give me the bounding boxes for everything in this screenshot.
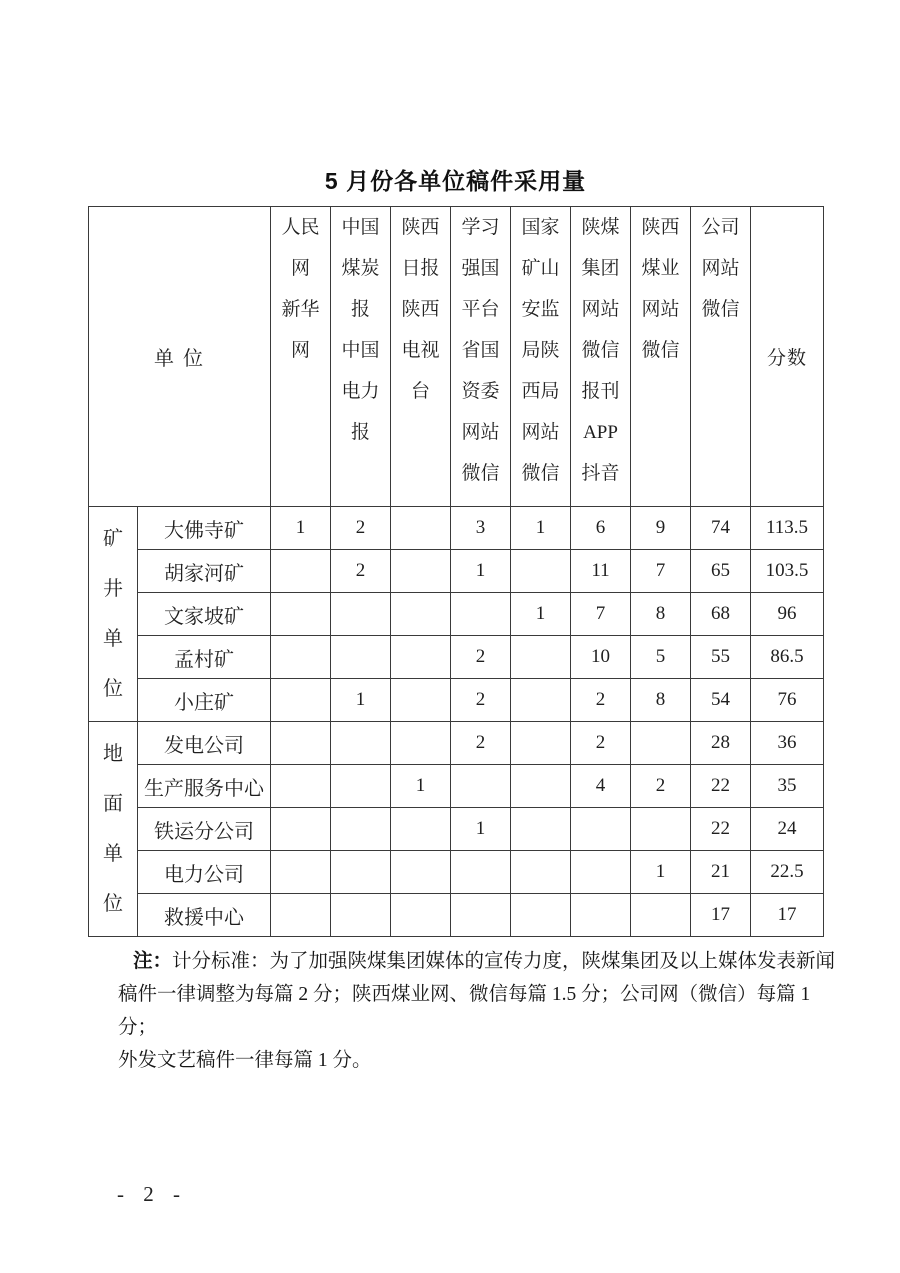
value-cell: 10 — [571, 636, 631, 679]
value-cell: 4 — [571, 765, 631, 808]
value-cell — [511, 722, 571, 765]
group-label-mine-units — [89, 507, 138, 722]
header-line: 抖音 — [581, 463, 620, 484]
media-header-china-coal-power-news — [331, 207, 391, 507]
value-cell: 22 — [691, 765, 751, 808]
media-header-mine-safety-bureau — [511, 207, 571, 507]
table-row — [89, 808, 824, 851]
header-line: 网站 — [521, 422, 560, 443]
value-cell — [391, 722, 451, 765]
score-cell: 22.5 — [751, 851, 824, 894]
value-cell — [511, 550, 571, 593]
header-line: 学习 — [461, 217, 500, 238]
header-line: 报刊 — [581, 381, 620, 402]
group-char: 井 — [103, 578, 123, 600]
value-cell: 68 — [691, 593, 751, 636]
value-cell — [331, 636, 391, 679]
value-cell: 9 — [631, 507, 691, 550]
page-number: - 2 - — [117, 1182, 187, 1206]
header-line: 网 — [290, 340, 310, 361]
header-line: 集团 — [581, 258, 620, 279]
value-cell: 2 — [331, 507, 391, 550]
value-cell: 17 — [691, 894, 751, 937]
value-cell — [451, 851, 511, 894]
header-line: APP — [583, 422, 618, 443]
value-cell: 3 — [451, 507, 511, 550]
value-cell: 1 — [451, 550, 511, 593]
header-line: 公司 — [701, 217, 740, 238]
score-cell: 86.5 — [751, 636, 824, 679]
unit-name-cell: 电力公司 — [138, 851, 271, 894]
unit-name-cell: 小庄矿 — [138, 679, 271, 722]
group-char: 矿 — [103, 528, 123, 550]
value-cell: 28 — [691, 722, 751, 765]
group-char: 面 — [103, 793, 123, 815]
value-cell: 2 — [571, 722, 631, 765]
value-cell — [331, 722, 391, 765]
header-line: 安监 — [521, 299, 560, 320]
header-line: 报 — [350, 422, 370, 443]
value-cell — [451, 894, 511, 937]
value-cell: 21 — [691, 851, 751, 894]
header-line: 陕西 — [401, 299, 440, 320]
unit-name-cell: 铁运分公司 — [138, 808, 271, 851]
scoring-note — [118, 945, 844, 1077]
header-line: 煤炭 — [341, 258, 380, 279]
header-line: 强国 — [461, 258, 500, 279]
value-cell — [631, 894, 691, 937]
value-cell — [331, 765, 391, 808]
table-row — [89, 894, 824, 937]
score-header-cell: 分数 — [751, 207, 824, 507]
value-cell — [571, 851, 631, 894]
value-cell — [511, 808, 571, 851]
unit-name-cell: 孟村矿 — [138, 636, 271, 679]
header-line: 中国 — [341, 217, 380, 238]
value-cell — [391, 851, 451, 894]
score-cell: 113.5 — [751, 507, 824, 550]
table-row — [89, 851, 824, 894]
header-line: 微信 — [641, 340, 680, 361]
group-label-surface-units — [89, 722, 138, 937]
header-line: 网站 — [701, 258, 740, 279]
value-cell: 1 — [271, 507, 331, 550]
group-char: 单 — [103, 628, 123, 650]
value-cell — [271, 808, 331, 851]
header-line: 网站 — [581, 299, 620, 320]
page-title: 5 月份各单位稿件采用量 — [324, 168, 587, 194]
group-char: 单 — [103, 843, 123, 865]
value-cell: 1 — [451, 808, 511, 851]
header-line: 微信 — [581, 340, 620, 361]
header-row — [89, 207, 824, 507]
value-cell: 7 — [631, 550, 691, 593]
media-header-shaanxi-daily-tv — [391, 207, 451, 507]
unit-name-cell: 救援中心 — [138, 894, 271, 937]
unit-name-cell: 生产服务中心 — [138, 765, 271, 808]
value-cell — [271, 550, 331, 593]
value-cell — [271, 636, 331, 679]
value-cell — [511, 765, 571, 808]
value-cell — [331, 894, 391, 937]
value-cell: 1 — [511, 593, 571, 636]
value-cell — [331, 593, 391, 636]
header-line: 平台 — [461, 299, 500, 320]
header-line: 微信 — [701, 299, 740, 320]
value-cell: 8 — [631, 593, 691, 636]
value-cell: 1 — [631, 851, 691, 894]
score-cell: 76 — [751, 679, 824, 722]
value-cell — [391, 507, 451, 550]
value-cell: 1 — [391, 765, 451, 808]
header-line: 微信 — [521, 463, 560, 484]
value-cell: 2 — [571, 679, 631, 722]
value-cell — [631, 808, 691, 851]
value-cell: 2 — [451, 636, 511, 679]
value-cell — [271, 765, 331, 808]
note-line: 稿件一律调整为每篇 2 分；陕西煤业网、微信每篇 1.5 分；公司网（微信）每篇 1 分； — [118, 984, 811, 1038]
header-line: 网 — [290, 258, 310, 279]
value-cell: 7 — [571, 593, 631, 636]
score-cell: 36 — [751, 722, 824, 765]
value-cell — [451, 765, 511, 808]
value-cell — [391, 679, 451, 722]
value-cell: 6 — [571, 507, 631, 550]
value-cell — [271, 851, 331, 894]
value-cell — [451, 593, 511, 636]
value-cell — [391, 593, 451, 636]
unit-header-cell: 单 位 — [89, 207, 271, 507]
header-line: 电力 — [341, 381, 380, 402]
value-cell: 2 — [451, 679, 511, 722]
value-cell: 1 — [511, 507, 571, 550]
header-line: 报 — [350, 299, 370, 320]
value-cell: 11 — [571, 550, 631, 593]
table-row — [89, 507, 824, 550]
header-line: 西局 — [521, 381, 560, 402]
table-row — [89, 550, 824, 593]
value-cell: 8 — [631, 679, 691, 722]
table-row — [89, 636, 824, 679]
unit-name-cell: 大佛寺矿 — [138, 507, 271, 550]
score-cell: 17 — [751, 894, 824, 937]
unit-name-cell: 发电公司 — [138, 722, 271, 765]
header-line: 台 — [410, 381, 430, 402]
value-cell — [391, 808, 451, 851]
media-header-peoples-daily-xinhua — [271, 207, 331, 507]
header-line: 陕煤 — [581, 217, 620, 238]
header-line: 中国 — [341, 340, 380, 361]
value-cell — [571, 894, 631, 937]
value-cell: 54 — [691, 679, 751, 722]
unit-name-cell: 胡家河矿 — [138, 550, 271, 593]
value-cell: 55 — [691, 636, 751, 679]
value-cell — [511, 851, 571, 894]
header-line: 电视 — [401, 340, 440, 361]
media-header-xuexi-qiangguo-sasac — [451, 207, 511, 507]
value-cell — [271, 722, 331, 765]
score-cell: 96 — [751, 593, 824, 636]
header-line: 国家 — [521, 217, 560, 238]
table-row — [89, 722, 824, 765]
value-cell: 1 — [331, 679, 391, 722]
header-line: 陕西 — [641, 217, 680, 238]
note-line: 外发文艺稿件一律每篇 1 分。 — [118, 1050, 372, 1071]
header-line: 新华 — [281, 299, 320, 320]
note-line — [118, 945, 844, 978]
table-row — [89, 593, 824, 636]
header-line: 微信 — [461, 463, 500, 484]
value-cell: 5 — [631, 636, 691, 679]
header-line: 资委 — [461, 381, 500, 402]
value-cell: 2 — [631, 765, 691, 808]
manuscript-adoption-table — [88, 206, 824, 937]
value-cell — [331, 851, 391, 894]
header-line: 网站 — [641, 299, 680, 320]
value-cell: 74 — [691, 507, 751, 550]
table-row — [89, 765, 824, 808]
value-cell — [511, 679, 571, 722]
value-cell: 22 — [691, 808, 751, 851]
value-cell — [631, 722, 691, 765]
header-line: 网站 — [461, 422, 500, 443]
value-cell: 2 — [331, 550, 391, 593]
media-header-shaanxi-coal-industry — [631, 207, 691, 507]
value-cell — [271, 593, 331, 636]
group-char: 位 — [103, 893, 123, 915]
score-cell: 103.5 — [751, 550, 824, 593]
header-line: 煤业 — [641, 258, 680, 279]
value-cell — [391, 894, 451, 937]
value-cell — [271, 894, 331, 937]
group-char: 位 — [103, 678, 123, 700]
value-cell: 2 — [451, 722, 511, 765]
group-char: 地 — [103, 743, 123, 765]
value-cell — [511, 636, 571, 679]
header-line: 陕西 — [401, 217, 440, 238]
note-label: 注： — [133, 950, 173, 972]
header-line: 人民 — [281, 217, 320, 238]
value-cell: 65 — [691, 550, 751, 593]
header-line: 省国 — [461, 340, 500, 361]
score-cell: 35 — [751, 765, 824, 808]
media-header-company-site-wechat — [691, 207, 751, 507]
header-line: 矿山 — [521, 258, 560, 279]
value-cell — [571, 808, 631, 851]
value-cell — [511, 894, 571, 937]
value-cell — [391, 636, 451, 679]
value-cell — [271, 679, 331, 722]
score-cell: 24 — [751, 808, 824, 851]
header-line: 局陕 — [521, 340, 560, 361]
note-text: 计分标准：为了加强陕煤集团媒体的宣传力度，陕煤集团及以上媒体发表新闻 — [172, 951, 836, 972]
header-line: 日报 — [401, 258, 440, 279]
value-cell — [331, 808, 391, 851]
value-cell — [391, 550, 451, 593]
table-row — [89, 679, 824, 722]
unit-name-cell: 文家坡矿 — [138, 593, 271, 636]
media-header-shaancoal-group — [571, 207, 631, 507]
